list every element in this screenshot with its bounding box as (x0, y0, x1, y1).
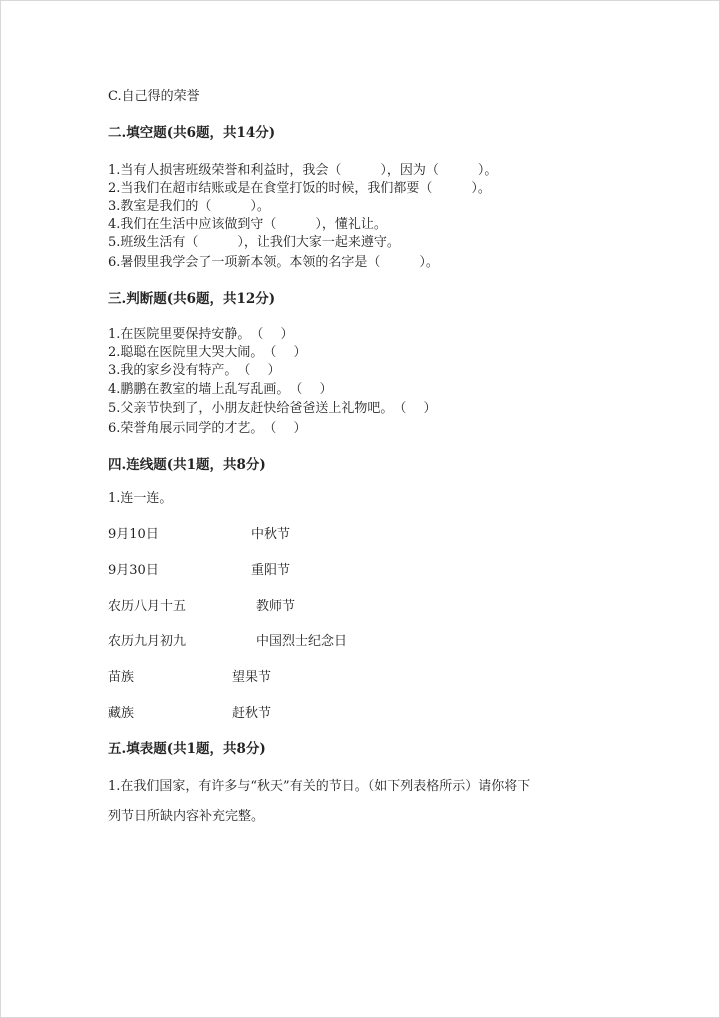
table-question-line-1: 1.在我们国家，有许多与“秋天”有关的节日。（如下列表格所示）请你将下 (108, 779, 531, 794)
true-false-item-5: 5.父亲节快到了，小朋友赶快给爸爸送上礼物吧。 （ ） (108, 401, 437, 416)
match-right-3: 教师节 (256, 599, 296, 614)
match-right-4: 中国烈士纪念日 (256, 634, 348, 649)
match-left-5: 苗族 (108, 670, 135, 685)
fill-blank-item-5: 5.班级生活有（ ），让我们大家一起来遵守。 (108, 235, 400, 250)
section-2-heading: 二.填空题(共6题，共14分) (108, 125, 276, 141)
match-left-4: 农历九月初九 (108, 634, 187, 649)
section-5-heading: 五.填表题(共1题，共8分) (108, 741, 266, 757)
fill-blank-item-2: 2.当我们在超市结账或是在食堂打饭的时候，我们都要（ ）。 (108, 181, 491, 196)
match-right-2: 重阳节 (251, 563, 291, 578)
fill-blank-item-1: 1.当有人损害班级荣誉和利益时，我会（ ），因为（ ）。 (108, 163, 498, 178)
true-false-item-4: 4.鹏鹏在教室的墙上乱写乱画。 （ ） (108, 382, 333, 397)
fill-blank-item-6: 6.暑假里我学会了一项新本领。本领的名字是（ ）。 (108, 255, 439, 270)
match-right-6: 赶秋节 (232, 706, 272, 721)
true-false-item-1: 1.在医院里要保持安静。 （ ） (108, 327, 294, 342)
match-right-1: 中秋节 (251, 527, 291, 542)
true-false-item-3: 3.我的家乡没有特产。 （ ） (108, 363, 281, 378)
fill-blank-item-4: 4.我们在生活中应该做到守（ ），懂礼让。 (108, 217, 387, 232)
matching-question: 1.连一连。 (108, 491, 173, 506)
fill-blank-item-3: 3.教室是我们的（ ）。 (108, 199, 270, 214)
section-4-heading: 四.连线题(共1题，共8分) (108, 457, 266, 473)
match-left-1: 9月10日 (108, 527, 159, 542)
section-3-heading: 三.判断题(共6题，共12分) (108, 291, 276, 307)
previous-option-c: C.自己得的荣誉 (108, 89, 200, 104)
true-false-item-2: 2.聪聪在医院里大哭大闹。 （ ） (108, 345, 307, 360)
table-question-line-2: 列节日所缺内容补充完整。 (108, 809, 265, 824)
match-left-6: 藏族 (108, 706, 135, 721)
match-left-2: 9月30日 (108, 563, 159, 578)
match-right-5: 望果节 (232, 670, 272, 685)
true-false-item-6: 6.荣誉角展示同学的才艺。 （ ） (108, 421, 307, 436)
match-left-3: 农历八月十五 (108, 599, 187, 614)
